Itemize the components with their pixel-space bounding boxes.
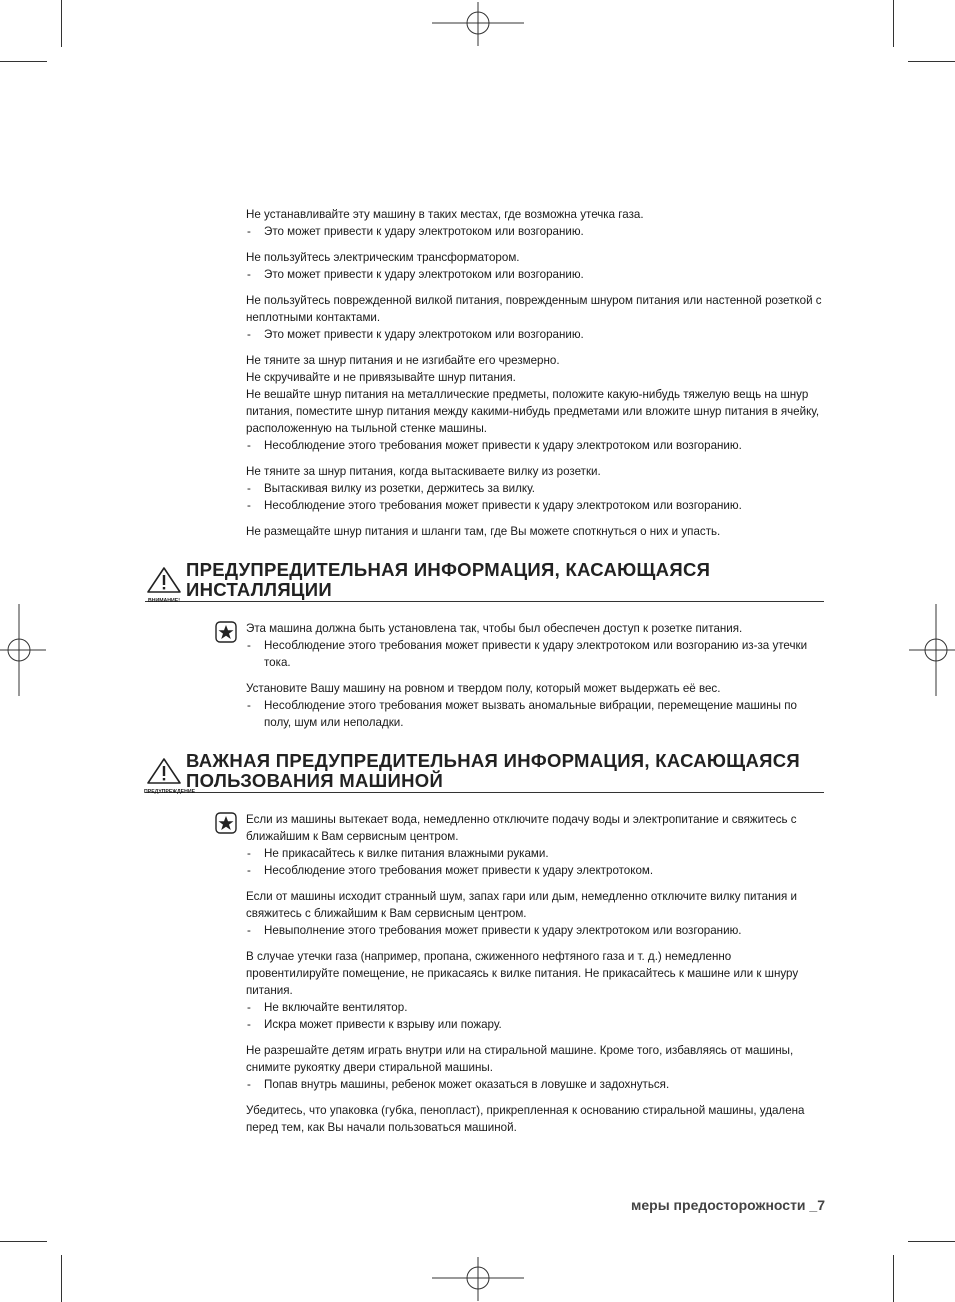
consequence-item: - Не прикасайтесь к вилке питания влажными руками.: [247, 847, 549, 860]
consequence-text: Это может привести к удару электротоком или возгоранию.: [264, 328, 584, 341]
consequence-text: Несоблюдение этого требования может вызвать аномальные вибрации, перемещение машины по полу, шум или неполадки.: [264, 699, 797, 729]
consequence-text: Невыполнение этого требования может привести к удару электротоком или возгоранию.: [264, 924, 742, 937]
instruction-block: [246, 620, 824, 671]
star-badge-icon: [215, 621, 237, 643]
consequence-text: Не включайте вентилятор.: [264, 1001, 408, 1014]
instruction-text: Не пользуйтесь электрическим трансформатором.: [246, 251, 520, 264]
section-title: ИНСТАЛЛЯЦИИ: [186, 579, 332, 600]
usage-section: [144, 750, 824, 1136]
consequence-item: - Искра может привести к взрыву или пожару.: [247, 1018, 502, 1031]
instruction-text: Эта машина должна быть установлена так, чтобы был обеспечен доступ к розетке питания.: [246, 622, 743, 635]
instruction-block: [246, 249, 824, 283]
registration-mark-bottom: [432, 1257, 524, 1301]
consequence-item: - Несоблюдение этого требования может привести к удару электротоком.: [247, 864, 654, 877]
instruction-text: Не устанавливайте эту машину в таких местах, где возможна утечка газа.: [246, 208, 644, 221]
consequence-item: - Вытаскивая вилку из розетки, держитесь за вилку.: [247, 482, 535, 495]
consequence-item: - Несоблюдение этого требования может вызвать аномальные вибрации, перемещение машины по полу, шум или неполадки.: [247, 699, 797, 729]
instruction-block: [246, 811, 824, 879]
section-header: [145, 751, 824, 793]
instruction-text: Если от машины исходит странный шум, запах гари или дым, немедленно отключите вилку питания и свяжитесь с ближайшим к Вам сервисным центром.: [246, 890, 797, 920]
consequence-item: - Несоблюдение этого требования может привести к удару электротоком или возгоранию.: [247, 439, 742, 452]
instruction-block: [246, 523, 824, 540]
consequence-item: - Это может привести к удару электротоком или возгоранию.: [247, 328, 584, 341]
consequence-item: - Несоблюдение этого требования может привести к удару электротоком или возгоранию из-за утечки тока.: [247, 639, 808, 669]
crop-mark: [893, 0, 894, 47]
instruction-block: [246, 292, 824, 343]
instruction-text: Не размещайте шнур питания и шланги там, где Вы можете споткнуться о них и упасть.: [246, 525, 721, 538]
instruction-block: [246, 1042, 824, 1093]
crop-mark: [908, 61, 955, 62]
consequence-text: Несоблюдение этого требования может привести к удару электротоком или возгоранию.: [264, 499, 742, 512]
crop-mark: [908, 1241, 955, 1242]
consequence-text: Вытаскивая вилку из розетки, держитесь за вилку.: [264, 482, 535, 495]
crop-mark: [61, 1255, 62, 1302]
warning-icon-label: ВНИМАНИЕ!: [148, 598, 180, 604]
page-content: [144, 206, 824, 1145]
registration-mark-right: [909, 604, 955, 696]
crop-mark: [0, 61, 47, 62]
instruction-block: [246, 352, 824, 454]
instruction-block: [246, 948, 824, 1033]
registration-mark-top: [432, 2, 524, 46]
section-title: ПОЛЬЗОВАНИЯ МАШИНОЙ: [186, 770, 444, 791]
instruction-block: [246, 206, 824, 240]
instruction-text: Установите Вашу машину на ровном и твердом полу, который может выдержать её вес.: [246, 682, 721, 695]
consequence-text: Несоблюдение этого требования может привести к удару электротоком или возгоранию из-за утечки тока.: [264, 639, 808, 669]
warning-triangle-icon: [145, 566, 183, 604]
registration-mark-left: [0, 604, 46, 696]
instruction-block: [246, 463, 824, 514]
star-badge-icon: [215, 812, 237, 834]
warning-triangle-icon: [144, 757, 196, 795]
consequence-text: Это может привести к удару электротоком или возгоранию.: [264, 268, 584, 281]
consequence-text: Попав внутрь машины, ребенок может оказаться в ловушке и задохнуться.: [264, 1078, 670, 1091]
crop-mark: [61, 0, 62, 47]
instruction-block: [246, 888, 824, 939]
instruction-block: [246, 1102, 824, 1136]
consequence-text: Несоблюдение этого требования может привести к удару электротоком или возгоранию.: [264, 439, 742, 452]
consequence-item: - Невыполнение этого требования может привести к удару электротоком или возгоранию.: [247, 924, 742, 937]
crop-mark: [893, 1255, 894, 1302]
consequence-item: - Это может привести к удару электротоком или возгоранию.: [247, 225, 584, 238]
instruction-text: Не тяните за шнур питания и не изгибайте его чрезмерно.: [246, 354, 560, 367]
consequence-text: Не прикасайтесь к вилке питания влажными руками.: [264, 847, 549, 860]
crop-mark: [0, 1241, 47, 1242]
instruction-text: Не вешайте шнур питания на металлические предметы, положите какую-нибудь тяжелую вещь на шнур питания, поместите шнур питания между какими-нибудь предметами или вложите шнур питания в ячейку, расположенную на тыльной стенке машины.: [246, 388, 820, 435]
consequence-text: Несоблюдение этого требования может привести к удару электротоком.: [264, 864, 654, 877]
section-header: [145, 560, 824, 602]
consequence-item: - Попав внутрь машины, ребенок может оказаться в ловушке и задохнуться.: [247, 1078, 670, 1091]
instruction-text: Убедитесь, что упаковка (губка, пенопласт), прикрепленная к основанию стиральной машины, удалена перед тем, как Вы начали пользоваться машиной.: [246, 1104, 805, 1134]
consequence-item: - Это может привести к удару электротоком или возгоранию.: [247, 268, 584, 281]
page-footer: меры предосторожности _7: [631, 1197, 825, 1213]
consequence-item: - Не включайте вентилятор.: [247, 1001, 408, 1014]
instruction-text: Не пользуйтесь поврежденной вилкой питания, поврежденным шнуром питания или настенной розеткой с неплотными контактами.: [246, 294, 822, 324]
instruction-text: Не разрешайте детям играть внутри или на стиральной машине. Кроме того, избавляясь от машины, снимите рукоятку двери стиральной машины.: [246, 1044, 794, 1074]
consequence-text: Искра может привести к взрыву или пожару.: [264, 1018, 502, 1031]
instruction-text: Если из машины вытекает вода, немедленно отключите подачу воды и электропитание и свяжитесь с ближайшим к Вам сервисным центром.: [246, 813, 797, 843]
installation-section: [148, 559, 824, 731]
instruction-text: В случае утечки газа (например, пропана, сжиженного нефтяного газа и т. д.) немедленно провентилируйте помещение, не прикасаясь к вилке питания. Не прикасайтесь к машине или к шнуру питания.: [246, 950, 799, 997]
consequence-item: - Несоблюдение этого требования может привести к удару электротоком или возгоранию.: [247, 499, 742, 512]
instruction-text: Не скручивайте и не привязывайте шнур питания.: [246, 371, 516, 384]
instruction-text: Не тяните за шнур питания, когда вытаскиваете вилку из розетки.: [246, 465, 601, 478]
warning-icon-label: ПРЕДУПРЕЖДЕНИЕ: [144, 789, 196, 795]
instruction-block: [246, 680, 824, 731]
section-title: ВАЖНАЯ ПРЕДУПРЕДИТЕЛЬНАЯ ИНФОРМАЦИЯ, КАСАЮЩАЯСЯ: [186, 750, 800, 771]
section-title: ПРЕДУПРЕДИТЕЛЬНАЯ ИНФОРМАЦИЯ, КАСАЮЩАЯСЯ: [186, 559, 711, 580]
consequence-text: Это может привести к удару электротоком или возгоранию.: [264, 225, 584, 238]
